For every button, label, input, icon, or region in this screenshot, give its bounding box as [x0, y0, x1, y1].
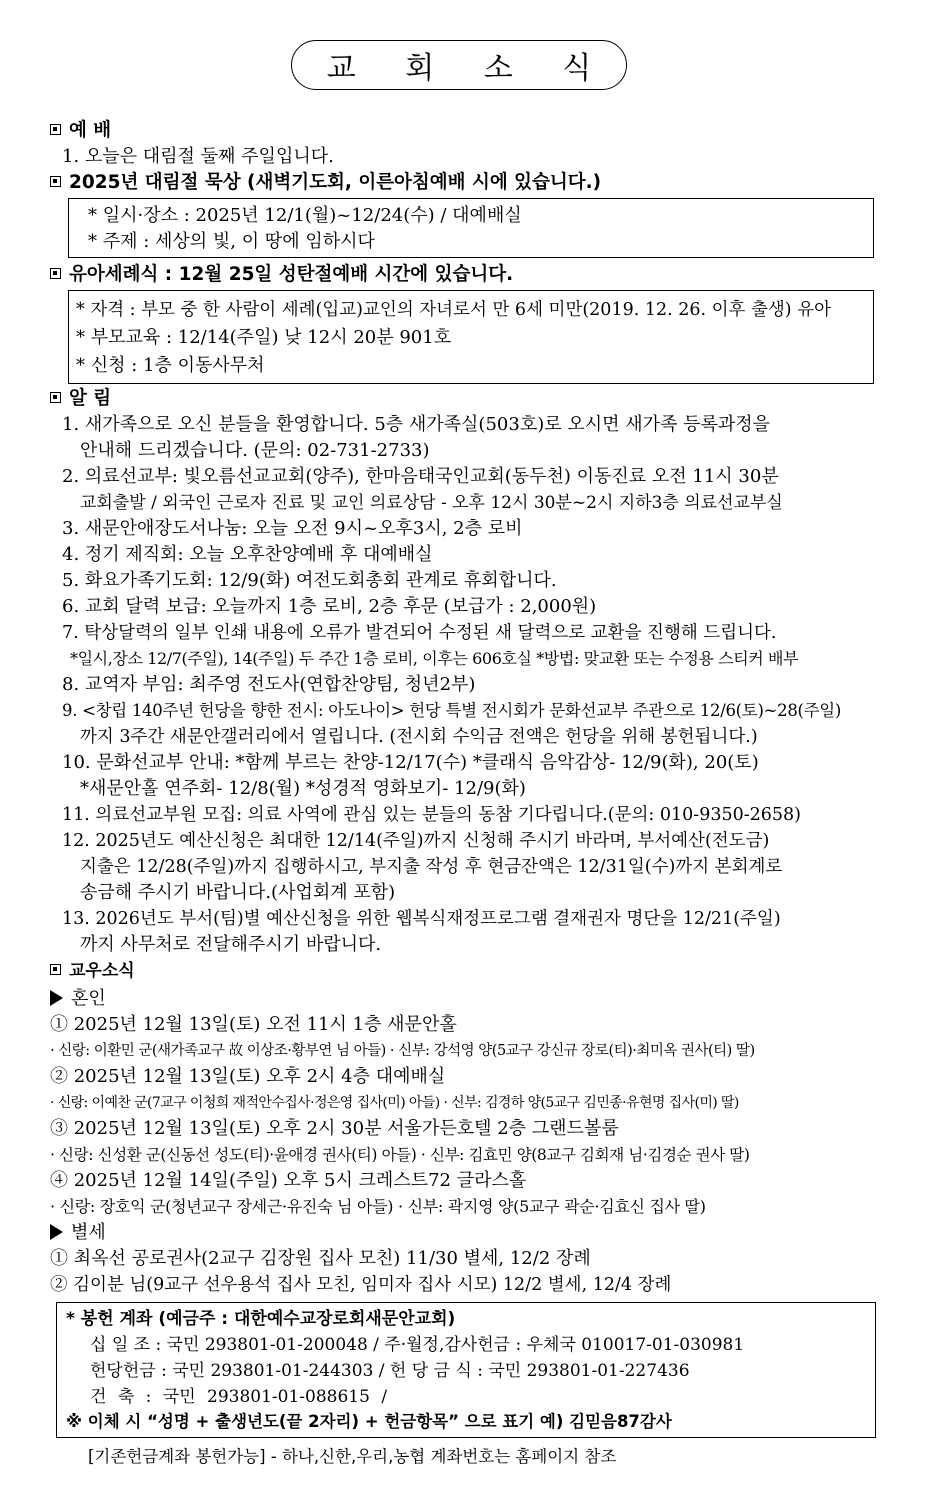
accounts-heading: * 봉헌 계좌 (예금주 : 대한예수교장로회새문안교회)	[66, 1309, 456, 1329]
section-baptism	[50, 262, 513, 288]
section-members-title: 교우소식	[69, 961, 135, 981]
square-bullet-icon	[50, 176, 61, 187]
death-line: ② 김이분 님(9교구 선우용석 집사 모친, 임미자 집사 시모) 12/2 별세, 12/4 장례	[50, 1275, 672, 1295]
wedding-line: · 신랑: 신성환 군(신동선 성도(티)·윤애경 권사(티) 아들) · 신부: 김효민 양(8교구 김회재 님·김경순 권사 딸)	[50, 1146, 750, 1164]
section-baptism-title: 유아세례식 : 12월 25일 성탄절예배 시간에 있습니다.	[69, 264, 514, 285]
notice-line: 지출은 12/28(주일)까지 집행하시고, 부지출 작성 후 현금잔액은 12/31일(수)까지 본회계로	[80, 857, 783, 877]
triangle-bullet-icon	[50, 990, 63, 1006]
notice-line: 까지 3주간 새문안갤러리에서 열립니다. (전시회 수익금 전액은 헌당을 위해 봉헌됩니다.)	[80, 727, 758, 747]
notice-line: 9. <창립 140주년 헌당을 향한 전시: 아도나이> 헌당 특별 전시회가 문화선교부 주관으로 12/6(토)~28(주일)	[62, 701, 842, 720]
notice-line: 교회출발 / 외국인 근로자 진료 및 교인 의료상담 - 오후 12시 30분~2시 지하3층 의료선교부실	[80, 493, 783, 513]
section-worship	[50, 118, 111, 144]
notice-line: *새문안홀 연주회- 12/8(월) *성경적 영화보기- 12/9(화)	[80, 778, 526, 799]
section-advent-title: 2025년 대림절 묵상 (새벽기도회, 이른아침예배 시에 있습니다.)	[69, 172, 602, 193]
notice-line: 13. 2026년도 부서(팀)별 예산신청을 위한 웹복식재정프로그램 결재권자 명단을 12/21(주일)	[62, 909, 781, 929]
section-notices	[50, 386, 111, 412]
square-bullet-icon	[50, 124, 61, 135]
wedding-line: ④ 2025년 12월 14일(주일) 오후 5시 크레스트72 글라스홀	[50, 1170, 527, 1191]
square-bullet-icon	[50, 392, 61, 403]
square-bullet-icon	[50, 964, 61, 975]
baptism-line: * 자격 : 부모 중 한 사람이 세례(입교)교인의 자녀로서 만 6세 미만(2019. 12. 26. 이후 출생) 유아	[76, 300, 832, 320]
account-line: 십 일 조 : 국민 293801-01-200048 / 주·월정,감사헌금 : 우체국 010017-01-030981	[90, 1335, 745, 1355]
footer-note: [기존헌금계좌 봉헌가능] - 하나,신한,우리,농협 계좌번호는 홈페이지 참조	[88, 1447, 617, 1466]
notice-line: 12. 2025년도 예산신청은 최대한 12/14(주일)까지 신청해 주시기 바라며, 부서예산(전도금)	[62, 831, 770, 851]
advent-line: * 주제 : 세상의 빛, 이 땅에 임하시다	[88, 231, 375, 252]
notice-line: 3. 새문안애장도서나눔: 오늘 오전 9시~오후3시, 2층 로비	[62, 518, 523, 539]
notice-line: 2. 의료선교부: 빛오름선교교회(양주), 한마음태국인교회(동두천) 이동진료 오전 11시 30분	[62, 466, 779, 487]
square-bullet-icon	[50, 268, 61, 279]
account-line: 헌당헌금 : 국민 293801-01-244303 / 헌 당 금 식 : 국민 293801-01-227436	[90, 1361, 690, 1381]
baptism-line: * 신청 : 1층 이동사무처	[76, 355, 265, 376]
wedding-heading: 혼인	[50, 986, 106, 1012]
death-line: ① 최옥선 공로권사(2교구 김장원 집사 모친) 11/30 별세, 12/2 장례	[50, 1248, 591, 1269]
wedding-line: ③ 2025년 12월 13일(토) 오후 2시 30분 서울가든호텔 2층 그랜드볼룸	[50, 1118, 619, 1139]
notice-line: 5. 화요가족기도회: 12/9(화) 여전도회총회 관계로 휴회합니다.	[62, 570, 557, 591]
notice-line: 송금해 주시기 바랍니다.(사업회계 포함)	[80, 882, 396, 903]
triangle-bullet-icon	[50, 1224, 63, 1240]
page-title: 교 회 소 식	[291, 40, 627, 90]
wedding-line: ② 2025년 12월 13일(토) 오후 2시 4층 대예배실	[50, 1066, 446, 1087]
wedding-line: · 신랑: 이환민 군(새가족교구 故 이상조·황부연 님 아들) · 신부: 강석영 양(5교구 강신규 장로(티)·최미옥 권사(티) 딸)	[50, 1043, 755, 1059]
section-members	[50, 958, 135, 984]
notice-line: 11. 의료선교부원 모집: 의료 사역에 관심 있는 분들의 동참 기다립니다.(문의: 010-9350-2658)	[62, 805, 802, 825]
notice-line: 안내해 드리겠습니다. (문의: 02-731-2733)	[80, 440, 430, 461]
section-advent	[50, 170, 601, 196]
notice-line: 6. 교회 달력 보급: 오늘까지 1층 로비, 2층 후문 (보급가 : 2,000원)	[62, 596, 597, 617]
wedding-line: · 신랑: 장호익 군(청년교구 장세근·유진숙 님 아들) · 신부: 곽지영 양(5교구 곽순·김효신 집사 딸)	[50, 1197, 706, 1216]
notice-line: 7. 탁상달력의 일부 인쇄 내용에 오류가 발견되어 수정된 새 달력으로 교환을 진행해 드립니다.	[62, 623, 777, 643]
wedding-line: ① 2025년 12월 13일(토) 오전 11시 1층 새문안홀	[50, 1014, 457, 1035]
advent-line: * 일시·장소 : 2025년 12/1(월)~12/24(수) / 대예배실	[88, 205, 522, 226]
notice-line: 까지 사무처로 전달해주시기 바랍니다.	[80, 934, 382, 955]
section-worship-title: 예 배	[69, 120, 112, 141]
notice-line: 4. 정기 제직회: 오늘 오후찬양예배 후 대예배실	[62, 544, 433, 565]
notice-line: 10. 문화선교부 안내: *함께 부르는 찬양-12/17(수) *클래식 음악감상- 12/9(화), 20(토)	[62, 752, 759, 773]
baptism-line: * 부모교육 : 12/14(주일) 낮 12시 20분 901호	[76, 327, 452, 348]
account-line: 건 축 : 국민 293801-01-088615 /	[90, 1387, 388, 1407]
notice-line: *일시,장소 12/7(주일), 14(주일) 두 주간 1층 로비, 이후는 606호실 *방법: 맞교환 또는 수정용 스티커 배부	[70, 649, 799, 668]
transfer-instruction: ※ 이체 시 “성명 + 출생년도(끝 2자리) + 헌금항목” 으로 표기 예) 김믿음87감사	[66, 1412, 672, 1431]
death-heading: 별세	[50, 1220, 106, 1246]
notice-line: 1. 새가족으로 오신 분들을 환영합니다. 5층 새가족실(503호)로 오시면 새가족 등록과정을	[62, 414, 771, 435]
worship-item: 1. 오늘은 대림절 둘째 주일입니다.	[62, 146, 334, 167]
notice-line: 8. 교역자 부임: 최주영 전도사(연합찬양팀, 청년2부)	[62, 674, 476, 695]
wedding-line: · 신랑: 이예찬 군(7교구 이청희 재적안수집사·정은영 집사(미) 아들) · 신부: 김경하 양(5교구 김민종·유현명 집사(미) 딸)	[50, 1095, 739, 1111]
section-notices-title: 알 림	[69, 388, 112, 409]
